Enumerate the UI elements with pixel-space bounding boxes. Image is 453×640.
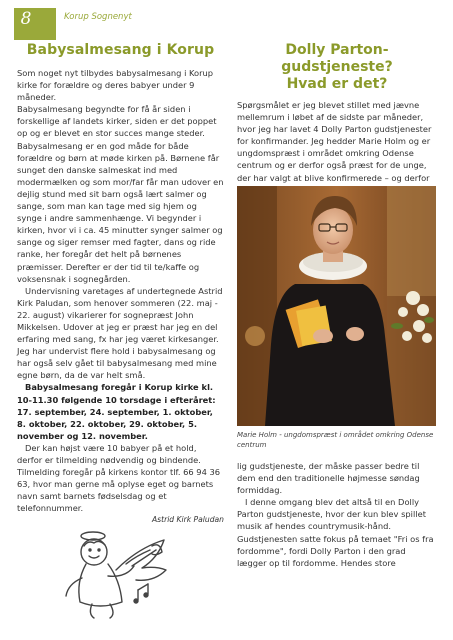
article-paragraph: Som noget nyt tilbydes babysalmesang i Korup kirke for forældre og deres babyer under 9 måneder. [17, 68, 214, 103]
angel-illustration-icon [56, 520, 174, 632]
right-column-continued [237, 460, 437, 569]
page-header [0, 0, 453, 44]
photo-image-icon [237, 186, 436, 426]
left-column [17, 42, 224, 524]
article-paragraph: lig gudstjeneste, der måske passer bedre til dem end den traditionelle højmesse søndag formiddag. [237, 461, 420, 496]
heading-line-1: Dolly Parton-gudstjeneste? [281, 42, 393, 75]
schedule-paragraph: Babysalmesang foregår i Korup kirke kl. 10-11.30 følgende 10 torsdage i efteråret: 17. september, 24. september, 1. oktober, 8. oktober, 22. oktober, 29. oktober, 5. november og 12. november. [17, 382, 216, 441]
right-column [237, 42, 437, 196]
page-number: 8 [20, 9, 32, 29]
page-number-box [14, 8, 56, 40]
article-paragraph: Der kan højst være 10 babyer på et hold, derfor er tilmelding nødvendig og bindende. Tilmelding foregår på kirkens kontor tlf. 66 94 36 63, hvor man gerne må oplyse eget og barnets navn samt barnets fødselsdag og et telefonnummer. [17, 442, 221, 514]
author-signature: Astrid Kirk Paludan [151, 515, 224, 525]
babysalmesang-heading: Babysalmesang i Korup [26, 42, 215, 58]
heading-line-2: Hvad er det? [286, 76, 388, 92]
magazine-title: Korup Sognenyt [64, 12, 132, 22]
article-paragraph: I denne omgang blev det altså til en Dolly Parton gudstjeneste, hvor der kun blev spillet musik af hendes countrymusik-hånd. Gudstjenesten satte fokus på temaet "Fri os fra fordomme", fordi Dolly Parton i den grad lægger op til fordomme. Hendes store [237, 497, 434, 568]
photo-caption: Marie Holm - ungdomspræst i området omkring Odense centrum [237, 431, 434, 449]
dolly-parton-heading [237, 42, 437, 93]
intro-paragraph: Spørgsmålet er jeg blevet stillet med jævne mellemrum i løbet af de sidste par måneder, hvor jeg har lavet 4 Dolly Parton gudstjenester for konfirmander. Jeg hedder Marie Holm og er ungdomspræst i området omkring Odense centrum og er derfor også præst for de unge, der har valgt at blive konfirmerede – og derfor [237, 100, 432, 183]
article-paragraph: Babysalmesang begyndte for få år siden i forskellige af landets kirker, siden er det poppet op og er blevet en stor succes mange steder. Babysalmesang er en god måde for både forældre og børn at møde kirken på. Børnene får sunget den danske salmeskat ind med modermælken og som mor/far får man udover en dejlig stund med sit barn også lært salmer og sange, som man kan tage med sig hjem og synge i andre sammenhænge. Vi begynder i kirken, hvor vi i ca. 45 minutter synger salmer og sange og siger remser med fagter, dans og ride ranke, her foregår det helt på børnenes præmisser. Derefter er der tid til te/kaffe og voksensnak i sognegården. [17, 104, 224, 284]
marie-holm-photo [237, 186, 436, 426]
article-paragraph: Undervisning varetages af undertegnede Astrid Kirk Paludan, som henover sommeren (22. maj - 22. august) vikarierer for sognepræst John Mikkelsen. Udover at jeg er præst har jeg en del erfaring med sang, fx har jeg været kirkesanger. Jeg har undervist flere hold i babysalmesang og har også selv gået til babysalmesang med mine egne børn, da de var helt små. [17, 285, 223, 381]
